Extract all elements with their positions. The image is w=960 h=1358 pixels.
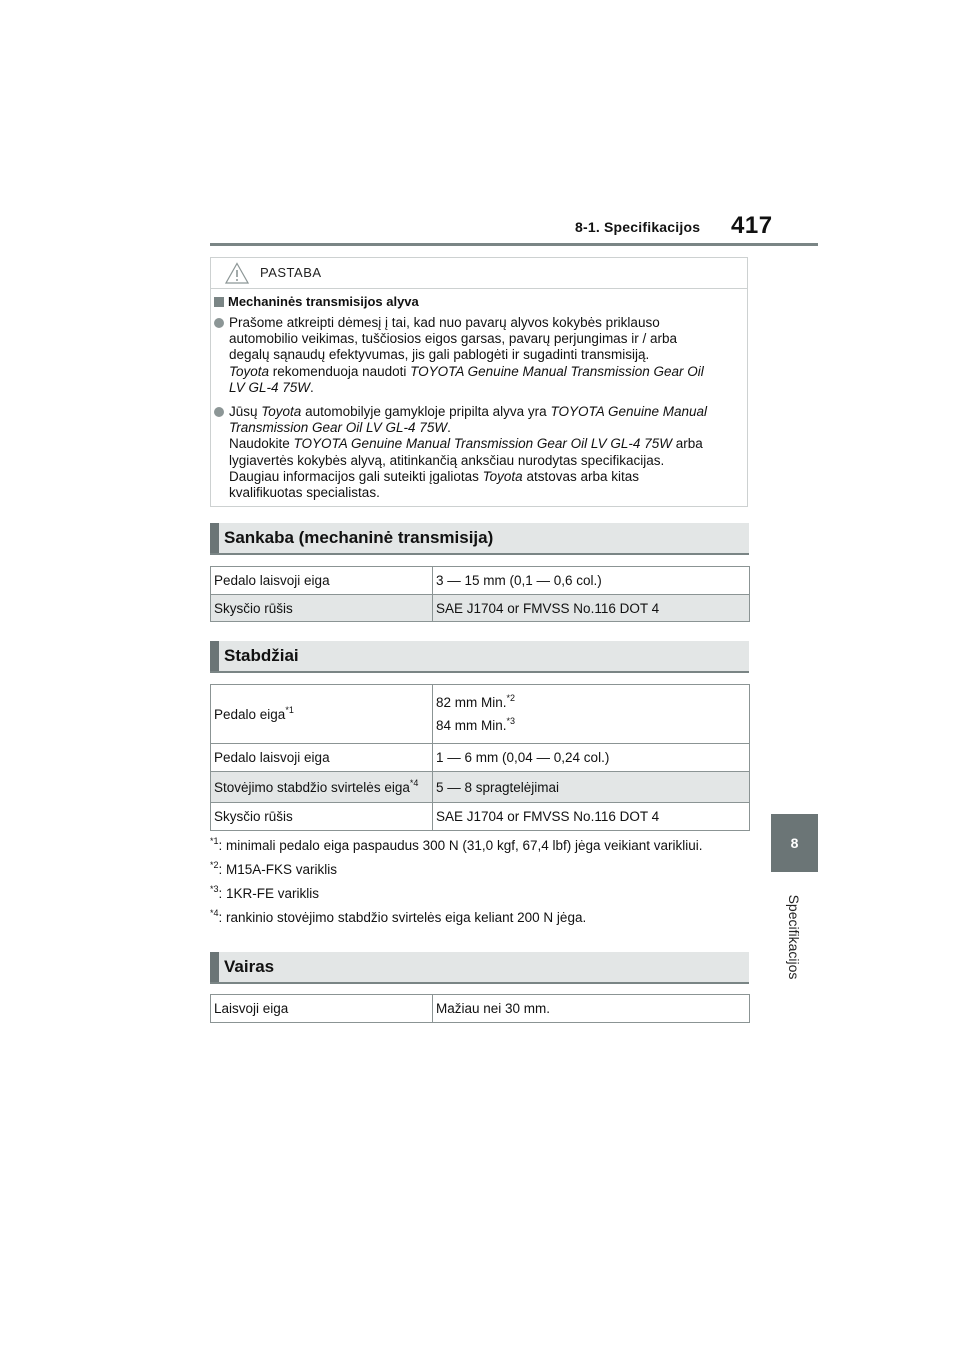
value-line <box>436 718 746 733</box>
footnote <box>210 910 586 925</box>
notice-heading <box>214 294 419 309</box>
section-heading-clutch <box>210 523 749 555</box>
notice-line <box>229 380 739 396</box>
notice-line: Prašome atkreipti dėmesį į tai, kad nuo pavarų alyvos kokybės priklauso <box>229 315 660 330</box>
notice-bullet-2 <box>214 404 739 501</box>
text-fragment: Daugiau informacijos gali suteikti įgaliotas <box>229 468 483 484</box>
oil-name: LV GL-4 75W <box>229 379 311 395</box>
circle-bullet-icon <box>214 407 224 417</box>
notice-heading-text: Mechaninės transmisijos alyva <box>228 294 419 309</box>
table-cell-value: 5 — 8 spragtelėjimai <box>433 772 750 803</box>
footnote-mark: *4 <box>409 777 419 788</box>
table-row <box>211 772 750 803</box>
table-row <box>211 685 750 744</box>
section-bar <box>210 523 219 553</box>
table-row <box>211 595 750 622</box>
footnote-mark: *3 <box>506 716 516 726</box>
table-cell-value <box>433 685 750 744</box>
text-fragment: automobilyje gamykloje pripilta alyva yra <box>301 404 551 419</box>
footnote-text: : minimali pedalo eiga paspaudus 300 N (31,0 kgf, 67,4 lbf) jėga veikiant varikliui. <box>218 838 703 853</box>
header-rule <box>210 243 818 246</box>
section-heading-text: Stabdžiai <box>224 646 299 665</box>
brand-name: Toyota <box>482 468 523 484</box>
table-cell-value: SAE J1704 or FMVSS No.116 DOT 4 <box>433 595 750 622</box>
section-title: 8-1. Specifikacijos <box>575 219 701 235</box>
value-text: 82 mm Min. <box>436 695 507 710</box>
text-fragment: . <box>447 420 451 436</box>
table-row <box>211 567 750 595</box>
footnote-mark: *2 <box>210 860 219 870</box>
circle-bullet-icon <box>214 318 224 328</box>
section-bar <box>210 641 219 671</box>
table-row <box>211 744 750 772</box>
footnote-mark: *1 <box>210 836 219 846</box>
footnote-mark: *3 <box>210 884 219 894</box>
table-cell-label <box>211 685 433 744</box>
label-text: Pedalo eiga <box>214 706 286 722</box>
notice-box <box>210 257 748 507</box>
section-heading-brakes <box>210 641 749 673</box>
footnote-mark: *2 <box>506 693 516 703</box>
text-fragment: . <box>310 379 314 395</box>
brake-table <box>210 684 750 831</box>
table-cell-value: 1 — 6 mm (0,04 — 0,24 col.) <box>433 744 750 772</box>
clutch-table <box>210 566 750 622</box>
chapter-label-text: Specifikacijos <box>786 894 802 980</box>
notice-line: kvalifikuotas specialistas. <box>229 485 380 501</box>
table-cell-label <box>211 772 433 803</box>
table-cell-label: Pedalo laisvoji eiga <box>211 567 433 595</box>
table-row <box>211 995 750 1023</box>
notice-title: PASTABA <box>260 265 322 280</box>
table-cell-value: SAE J1704 or FMVSS No.116 DOT 4 <box>433 803 750 831</box>
text-fragment: arba <box>671 436 703 452</box>
footnote-text: : rankinio stovėjimo stabdžio svirtelės eiga keliant 200 N jėga. <box>218 910 587 925</box>
notice-line: automobilio veikimas, tuščiosios eigos garsas, pavarų perjungimas ir / arba <box>229 331 677 347</box>
text-fragment: atstovas arba kitas <box>522 468 639 484</box>
footnote <box>210 838 703 853</box>
table-cell-label: Skysčio rūšis <box>211 803 433 831</box>
notice-line: lygiavertės kokybės alyvą, atitinkančią anksčiau nurodytas specifikacijas. <box>229 452 665 468</box>
table-cell-label: Laisvoji eiga <box>211 995 433 1023</box>
footnote-mark: *4 <box>210 908 219 918</box>
notice-bullet-1 <box>214 315 739 396</box>
value-text: 84 mm Min. <box>436 718 507 733</box>
chapter-tab <box>771 814 818 872</box>
section-heading-steering <box>210 952 749 984</box>
footnote <box>210 862 337 877</box>
footnote-mark: *1 <box>285 704 294 715</box>
label-text: Stovėjimo stabdžio svirtelės eiga <box>214 779 410 795</box>
footnote-text: : M15A-FKS variklis <box>218 862 338 877</box>
footnote <box>210 886 319 901</box>
chapter-label <box>782 882 806 992</box>
value-line <box>436 695 746 710</box>
table-cell-value: 3 — 15 mm (0,1 — 0,6 col.) <box>433 567 750 595</box>
notice-line <box>229 436 739 452</box>
chapter-number: 8 <box>790 835 799 851</box>
section-bar <box>210 952 219 982</box>
page-number: 417 <box>731 212 773 239</box>
notice-line: degalų sąnaudų efektyvumas, jis gali pablogėti ir sugadinti transmisiją. <box>229 347 650 363</box>
table-row <box>211 803 750 831</box>
section-heading-text: Vairas <box>224 957 275 976</box>
table-cell-label: Pedalo laisvoji eiga <box>211 744 433 772</box>
table-cell-label: Skysčio rūšis <box>211 595 433 622</box>
text-fragment: rekomenduoja naudoti <box>269 363 411 379</box>
square-bullet-icon <box>214 297 224 307</box>
section-heading-text: Sankaba (mechaninė transmisija) <box>224 528 494 547</box>
text-fragment: Jūsų <box>229 404 262 419</box>
oil-name: TOYOTA Genuine Manual <box>550 404 708 419</box>
notice-header <box>211 258 747 289</box>
notice-line <box>229 364 739 380</box>
notice-line <box>229 404 739 420</box>
notice-line <box>229 420 739 436</box>
text-fragment: Naudokite <box>229 436 294 452</box>
oil-name: Transmission Gear Oil LV GL-4 75W <box>229 420 448 436</box>
notice-line <box>229 469 739 485</box>
footnote-text: : 1KR-FE variklis <box>218 886 320 901</box>
table-cell-value: Mažiau nei 30 mm. <box>433 995 750 1023</box>
oil-name: TOYOTA Genuine Manual Transmission Gear Oil <box>410 363 704 379</box>
brand-name: Toyota <box>261 404 302 419</box>
brand-name: Toyota <box>229 363 270 379</box>
steering-table <box>210 994 750 1023</box>
oil-name: TOYOTA Genuine Manual Transmission Gear Oil LV GL-4 75W <box>293 436 672 452</box>
warning-icon <box>225 262 249 284</box>
